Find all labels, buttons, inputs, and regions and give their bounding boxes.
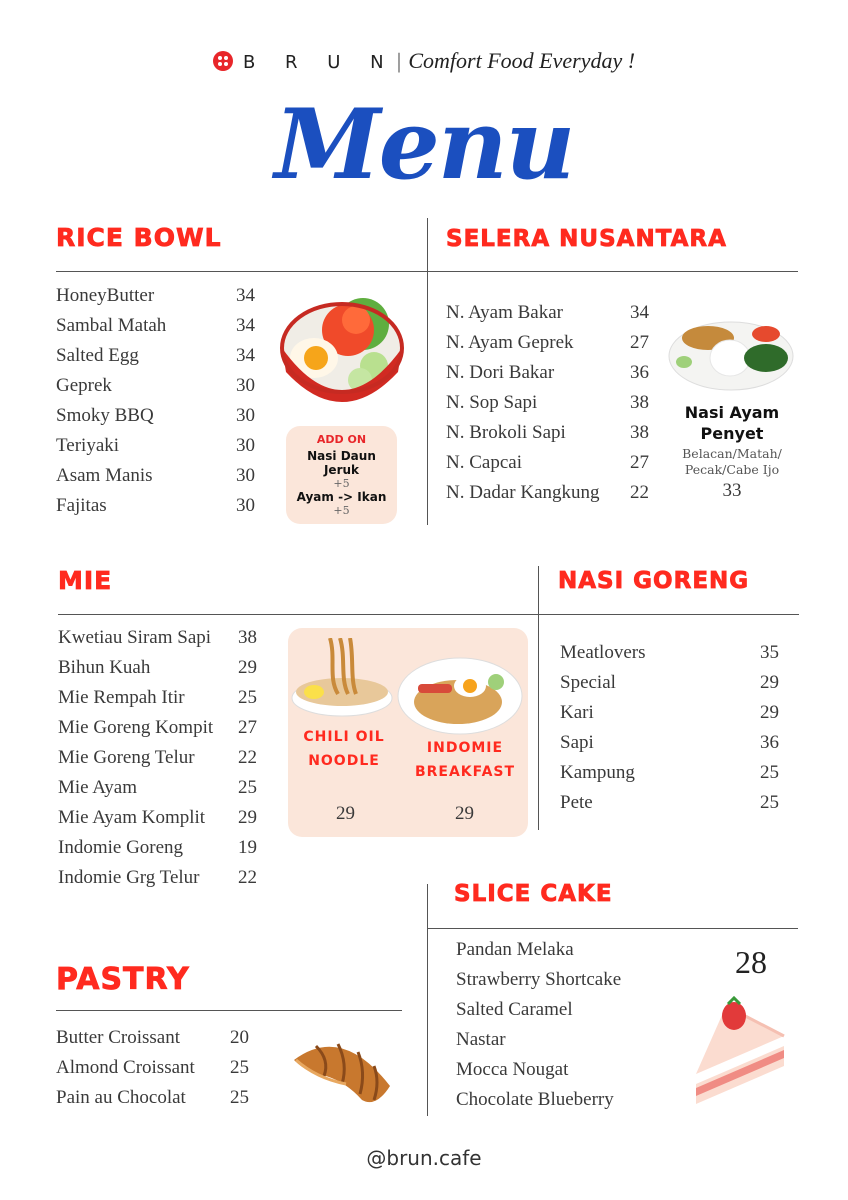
slice-cake-list xyxy=(456,939,686,1119)
feature-dish-desc: Belacan/Matah/ Pecak/Cabe Ijo xyxy=(682,446,782,477)
menu-item-price: 22 xyxy=(238,747,257,768)
special-price-indomie-breakfast: 29 xyxy=(455,803,474,824)
add-on-option-1-price: +5 xyxy=(333,477,350,490)
brand-logo-icon xyxy=(213,51,233,71)
feature-dish-price: 33 xyxy=(722,480,742,501)
menu-item xyxy=(56,285,266,315)
menu-item-price: 25 xyxy=(238,687,257,708)
menu-item-name: Smoky BBQ xyxy=(56,405,154,426)
menu-item-price: 25 xyxy=(238,777,257,798)
menu-item-price: 29 xyxy=(238,657,257,678)
brand-tagline: Comfort Food Everyday ! xyxy=(408,48,636,73)
menu-item-name: N. Dori Bakar xyxy=(446,362,555,383)
menu-item xyxy=(446,362,651,392)
mie-title: MIE xyxy=(58,566,113,595)
menu-item-price: 38 xyxy=(238,627,257,648)
menu-item-name: Almond Croissant xyxy=(56,1057,195,1078)
menu-item xyxy=(446,332,651,362)
menu-item xyxy=(58,777,260,807)
menu-item-name: Pandan Melaka xyxy=(456,939,574,960)
menu-item-price: 27 xyxy=(238,717,257,738)
menu-item xyxy=(560,762,782,792)
menu-item-price: 27 xyxy=(630,452,649,473)
menu-item-price: 25 xyxy=(230,1087,249,1108)
menu-item-price: 29 xyxy=(760,702,779,723)
special-price-chili-oil-noodle: 29 xyxy=(336,803,355,824)
menu-item-price: 30 xyxy=(236,405,255,426)
menu-item-price: 34 xyxy=(236,285,255,306)
menu-item xyxy=(58,627,260,657)
menu-item xyxy=(56,435,266,465)
menu-item-name: N. Capcai xyxy=(446,452,522,473)
indomie-breakfast-image xyxy=(396,656,524,736)
special-name-chili-oil-noodle: CHILI OIL NOODLE xyxy=(303,729,385,769)
menu-item-name: Asam Manis xyxy=(56,465,153,486)
menu-item xyxy=(456,1059,686,1089)
menu-item-name: Geprek xyxy=(56,375,112,396)
menu-item xyxy=(560,642,782,672)
menu-item-name: Salted Egg xyxy=(56,345,139,366)
menu-item-price: 34 xyxy=(236,345,255,366)
add-on-box xyxy=(286,426,397,524)
menu-item-name: Fajitas xyxy=(56,495,107,516)
menu-item-name: Special xyxy=(560,672,616,693)
divider xyxy=(56,271,428,272)
feature-dish-name: Nasi Ayam Penyet xyxy=(684,403,780,443)
menu-item-name: Indomie Goreng xyxy=(58,837,184,858)
menu-item xyxy=(56,345,266,375)
menu-item-name: Indomie Grg Telur xyxy=(58,867,200,888)
menu-item-name: Kampung xyxy=(560,762,635,783)
menu-item-price: 38 xyxy=(630,422,649,443)
menu-item xyxy=(560,732,782,762)
menu-item xyxy=(456,939,686,969)
menu-item xyxy=(58,687,260,717)
menu-item-price: 19 xyxy=(238,837,257,858)
divider xyxy=(56,1010,402,1011)
brand-name: B R U N xyxy=(242,52,396,73)
menu-item-price: 22 xyxy=(630,482,649,503)
rice-bowl-list xyxy=(56,285,266,525)
menu-item xyxy=(456,969,686,999)
slice-cake-price: 28 xyxy=(735,944,767,980)
menu-item xyxy=(56,375,266,405)
menu-item-name: Mie Ayam Komplit xyxy=(58,807,206,828)
divider xyxy=(428,928,798,929)
social-handle: @brun.cafe xyxy=(366,1146,482,1170)
menu-item xyxy=(56,315,266,345)
page-title: Menu xyxy=(274,88,574,201)
add-on-heading: ADD ON xyxy=(316,433,367,446)
menu-item xyxy=(446,302,651,332)
feature-dish xyxy=(666,402,798,502)
menu-item-price: 36 xyxy=(760,732,779,753)
menu-item-price: 29 xyxy=(760,672,779,693)
menu-item-name: Strawberry Shortcake xyxy=(456,969,622,990)
croissant-image xyxy=(286,1030,398,1116)
menu-item-price: 25 xyxy=(230,1057,249,1078)
menu-item xyxy=(58,837,260,867)
cake-slice-image xyxy=(686,996,790,1116)
special-name-indomie-breakfast: INDOMIE BREAKFAST xyxy=(414,740,516,780)
menu-item xyxy=(446,392,651,422)
rice-bowl-food-image xyxy=(278,282,406,414)
add-on-option-2: Ayam -> Ikan xyxy=(296,490,387,504)
menu-item xyxy=(58,747,260,777)
menu-item xyxy=(446,422,651,452)
menu-item-name: Sapi xyxy=(560,732,594,753)
divider xyxy=(428,271,798,272)
menu-item-name: Nastar xyxy=(456,1029,506,1050)
mie-specials-box xyxy=(288,628,528,837)
menu-item-name: Meatlovers xyxy=(560,642,646,663)
menu-item-price: 36 xyxy=(630,362,649,383)
menu-item-name: N. Sop Sapi xyxy=(446,392,538,413)
menu-item-name: Pete xyxy=(560,792,593,813)
divider xyxy=(538,566,539,830)
menu-item xyxy=(456,1029,686,1059)
menu-item xyxy=(58,657,260,687)
menu-item-name: N. Ayam Bakar xyxy=(446,302,563,323)
menu-item-name: N. Ayam Geprek xyxy=(446,332,574,353)
menu-item-price: 35 xyxy=(760,642,779,663)
menu-item xyxy=(56,1027,252,1057)
menu-item-name: N. Dadar Kangkung xyxy=(446,482,600,503)
menu-item-name: Salted Caramel xyxy=(456,999,573,1020)
pastry-list xyxy=(56,1027,252,1117)
menu-item-name: Mie Ayam xyxy=(58,777,137,798)
menu-item xyxy=(58,867,260,897)
menu-item-name: Mocca Nougat xyxy=(456,1059,569,1080)
menu-item xyxy=(56,1057,252,1087)
nasi-ayam-penyet-image xyxy=(666,316,796,394)
menu-item-price: 20 xyxy=(230,1027,249,1048)
menu-item-name: Teriyaki xyxy=(56,435,120,456)
menu-item-price: 27 xyxy=(630,332,649,353)
menu-item xyxy=(58,717,260,747)
divider xyxy=(539,614,799,615)
menu-item-price: 30 xyxy=(236,495,255,516)
divider xyxy=(427,884,428,1116)
brand-separator: | xyxy=(395,49,403,73)
menu-item-price: 25 xyxy=(760,792,779,813)
menu-item xyxy=(456,999,686,1029)
chili-oil-noodle-image xyxy=(290,638,394,718)
menu-item-price: 25 xyxy=(760,762,779,783)
menu-item xyxy=(56,465,266,495)
menu-item xyxy=(58,807,260,837)
menu-item xyxy=(456,1089,686,1119)
menu-item-price: 30 xyxy=(236,435,255,456)
menu-item xyxy=(560,702,782,732)
menu-item-name: Mie Goreng Telur xyxy=(58,747,195,768)
mie-list xyxy=(58,627,260,897)
menu-item-name: N. Brokoli Sapi xyxy=(446,422,566,443)
menu-item xyxy=(560,792,782,822)
add-on-option-2-price: +5 xyxy=(333,504,350,517)
menu-item xyxy=(56,495,266,525)
add-on-option-1: Nasi Daun Jeruk xyxy=(307,449,376,477)
menu-item-name: Kwetiau Siram Sapi xyxy=(58,627,212,648)
divider xyxy=(427,218,428,525)
menu-item-price: 34 xyxy=(630,302,649,323)
menu-item-name: Mie Rempah Itir xyxy=(58,687,185,708)
menu-item-name: Pain au Chocolat xyxy=(56,1087,186,1108)
menu-item-price: 38 xyxy=(630,392,649,413)
selera-list xyxy=(446,302,651,512)
menu-item-price: 29 xyxy=(238,807,257,828)
rice-bowl-title: RICE BOWL xyxy=(56,223,222,252)
menu-item-price: 34 xyxy=(236,315,255,336)
menu-item-price: 30 xyxy=(236,375,255,396)
menu-item xyxy=(446,482,651,512)
slice-cake-title: SLICE CAKE xyxy=(454,881,613,907)
pastry-title: PASTRY xyxy=(56,962,190,997)
menu-item-name: Mie Goreng Kompit xyxy=(58,717,214,738)
menu-item-name: HoneyButter xyxy=(56,285,155,306)
menu-item xyxy=(560,672,782,702)
divider xyxy=(58,614,539,615)
brand-header xyxy=(0,48,848,74)
menu-item xyxy=(56,1087,252,1117)
menu-item xyxy=(446,452,651,482)
selera-nusantara-title: SELERA NUSANTARA xyxy=(446,226,727,252)
menu-item-price: 22 xyxy=(238,867,257,888)
menu-item-price: 30 xyxy=(236,465,255,486)
menu-item-name: Kari xyxy=(560,702,594,723)
menu-item-name: Butter Croissant xyxy=(56,1027,181,1048)
nasi-goreng-list xyxy=(560,642,782,822)
menu-item-name: Sambal Matah xyxy=(56,315,167,336)
menu-item-name: Chocolate Blueberry xyxy=(456,1089,614,1110)
menu-item-name: Bihun Kuah xyxy=(58,657,151,678)
menu-item xyxy=(56,405,266,435)
nasi-goreng-title: NASI GORENG xyxy=(558,568,750,594)
